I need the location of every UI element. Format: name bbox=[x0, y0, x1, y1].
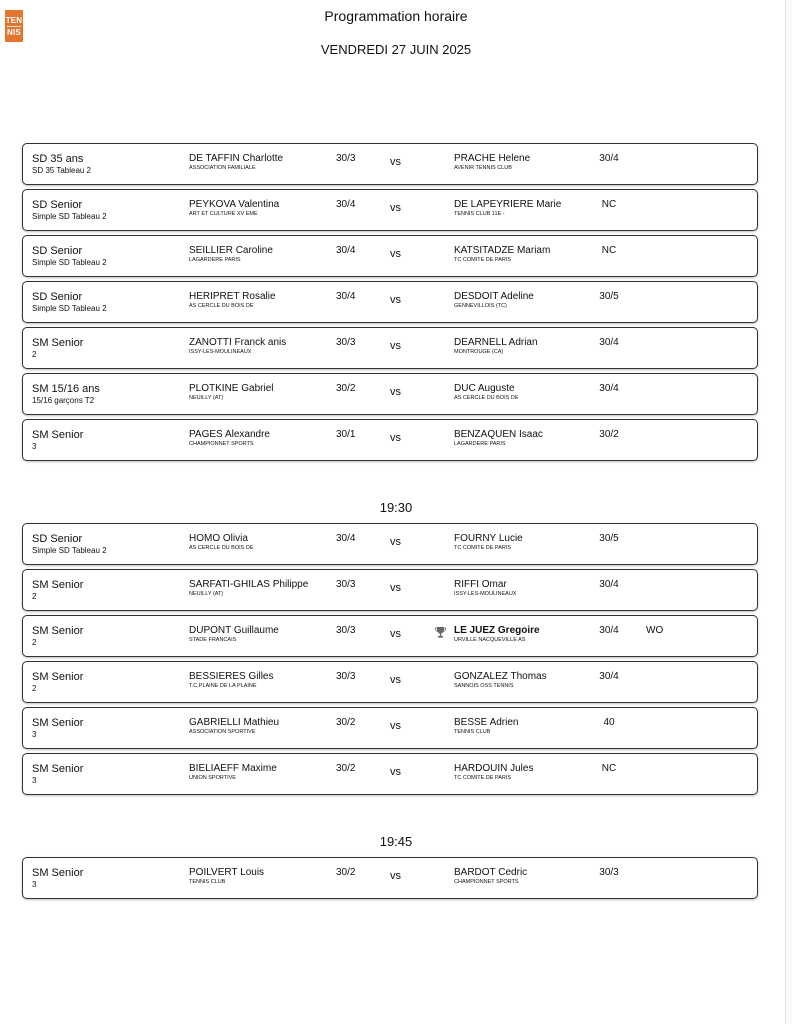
match-category: SD Senior bbox=[32, 245, 83, 257]
player-2-ranking: 30/4 bbox=[599, 383, 619, 394]
player-1-ranking: 30/4 bbox=[336, 291, 356, 302]
player-2-ranking: 30/3 bbox=[599, 867, 619, 878]
versus-label: vs bbox=[390, 248, 401, 260]
match-subcategory: 3 bbox=[32, 776, 37, 785]
player-1-ranking: 30/3 bbox=[336, 337, 356, 348]
versus-label: vs bbox=[390, 202, 401, 214]
player-1-name: DE TAFFIN Charlotte bbox=[189, 153, 284, 164]
player-1-ranking: 30/1 bbox=[336, 429, 356, 440]
player-1-ranking: 30/4 bbox=[336, 199, 356, 210]
player-1-name: ZANOTTI Franck anis bbox=[189, 337, 287, 348]
match-category: SD 35 ans bbox=[32, 153, 84, 165]
match-subcategory: Simple SD Tableau 2 bbox=[32, 258, 107, 267]
player-2-club: TENNIS CLUB 11E - bbox=[454, 211, 505, 217]
match-card bbox=[22, 143, 758, 185]
match-subcategory: 3 bbox=[32, 442, 37, 451]
player-1-club: STADE FRANCAIS bbox=[189, 637, 237, 643]
page-date: VENDREDI 27 JUIN 2025 bbox=[320, 42, 472, 57]
player-1-ranking: 30/2 bbox=[336, 717, 356, 728]
player-2-ranking: NC bbox=[601, 245, 617, 256]
match-card bbox=[22, 661, 758, 703]
match-subcategory: 2 bbox=[32, 684, 37, 693]
player-1-club: CHAMPIONNET SPORTS bbox=[189, 441, 254, 447]
player-2-ranking: 30/5 bbox=[599, 533, 619, 544]
player-1-club: NEUILLY (AT) bbox=[189, 395, 224, 401]
match-category: SM 15/16 ans bbox=[32, 383, 100, 395]
player-1-name: GABRIELLI Mathieu bbox=[189, 717, 280, 728]
player-2-club: SANNOIS OSS TENNIS bbox=[454, 683, 514, 689]
player-1-name: POILVERT Louis bbox=[189, 867, 265, 878]
player-2-name: BENZAQUEN Isaac bbox=[454, 429, 543, 440]
player-1-name: SEILLIER Caroline bbox=[189, 245, 273, 256]
logo-divider bbox=[7, 26, 21, 27]
player-2-club: LAGARDERE PARIS bbox=[454, 441, 506, 447]
versus-label: vs bbox=[390, 870, 401, 882]
player-2-ranking: 30/4 bbox=[599, 671, 619, 682]
player-1-club: ASSOCIATION SPORTIVE bbox=[189, 729, 256, 735]
match-card bbox=[22, 523, 758, 565]
match-category: SM Senior bbox=[32, 671, 84, 683]
match-card bbox=[22, 707, 758, 749]
match-card bbox=[22, 189, 758, 231]
player-2-club: URVILLE NACQUEVILLE AS bbox=[454, 637, 526, 643]
match-subcategory: Simple SD Tableau 2 bbox=[32, 304, 107, 313]
match-category: SM Senior bbox=[32, 867, 84, 879]
match-category: SM Senior bbox=[32, 717, 84, 729]
player-2-name: GONZALEZ Thomas bbox=[454, 671, 547, 682]
versus-label: vs bbox=[390, 720, 401, 732]
player-2-ranking: 30/5 bbox=[599, 291, 619, 302]
player-1-club: AS CERCLE DU BOIS DE bbox=[189, 545, 254, 551]
player-1-ranking: 30/3 bbox=[336, 153, 356, 164]
player-2-name: LE JUEZ Gregoire bbox=[454, 625, 540, 636]
player-2-name: PRACHE Helene bbox=[454, 153, 531, 164]
versus-label: vs bbox=[390, 294, 401, 306]
player-2-ranking: 30/4 bbox=[599, 579, 619, 590]
match-card bbox=[22, 753, 758, 795]
player-2-name: HARDOUIN Jules bbox=[454, 763, 534, 774]
player-1-club: NEUILLY (AT) bbox=[189, 591, 224, 597]
logo-line-1: TEN bbox=[5, 15, 23, 25]
player-2-club: CHAMPIONNET SPORTS bbox=[454, 879, 519, 885]
match-card bbox=[22, 615, 758, 657]
versus-label: vs bbox=[390, 340, 401, 352]
player-2-name: DE LAPEYRIERE Marie bbox=[454, 199, 562, 210]
match-category: SD Senior bbox=[32, 199, 83, 211]
player-1-club: UNION SPORTIVE bbox=[189, 775, 236, 781]
match-category: SM Senior bbox=[32, 625, 84, 637]
player-2-name: KATSITADZE Mariam bbox=[454, 245, 551, 256]
player-2-club: AS CERCLE DU BOIS DE bbox=[454, 395, 519, 401]
player-1-club: T.C.PLAINE DE LA PLAINE bbox=[189, 683, 257, 689]
match-card bbox=[22, 373, 758, 415]
player-1-name: PLOTKINE Gabriel bbox=[189, 383, 274, 394]
versus-label: vs bbox=[390, 766, 401, 778]
logo-line-2: NIS bbox=[7, 27, 21, 37]
match-category: SM Senior bbox=[32, 429, 84, 441]
match-card bbox=[22, 419, 758, 461]
player-1-club: LAGARDERE PARIS bbox=[189, 257, 241, 263]
player-2-name: BESSE Adrien bbox=[454, 717, 519, 728]
match-subcategory: 2 bbox=[32, 592, 37, 601]
versus-label: vs bbox=[390, 674, 401, 686]
page-title: Programmation horaire bbox=[324, 8, 468, 24]
player-1-club: TENNIS CLUB bbox=[189, 879, 226, 885]
player-2-club: MONTROUGE (CA) bbox=[454, 349, 504, 355]
match-subcategory: 3 bbox=[32, 880, 37, 889]
player-1-name: PEYKOVA Valentina bbox=[189, 199, 280, 210]
match-result: WO bbox=[646, 625, 664, 636]
match-card bbox=[22, 281, 758, 323]
player-1-club: ISSY-LES-MOULINEAUX bbox=[189, 349, 252, 355]
versus-label: vs bbox=[390, 156, 401, 168]
time-slot-header: 19:45 bbox=[379, 834, 413, 849]
versus-label: vs bbox=[390, 432, 401, 444]
player-1-name: DUPONT Guillaume bbox=[189, 625, 279, 636]
player-2-ranking: NC bbox=[601, 763, 617, 774]
player-1-ranking: 30/3 bbox=[336, 625, 356, 636]
player-1-ranking: 30/4 bbox=[336, 245, 356, 256]
player-1-name: SARFATI-GHILAS Philippe bbox=[189, 579, 309, 590]
player-2-club: TENNIS CLUB bbox=[454, 729, 491, 735]
versus-label: vs bbox=[390, 582, 401, 594]
match-category: SD Senior bbox=[32, 533, 83, 545]
player-1-name: HOMO Olivia bbox=[189, 533, 248, 544]
versus-label: vs bbox=[390, 536, 401, 548]
match-subcategory: 3 bbox=[32, 730, 37, 739]
time-slot-header: 19:30 bbox=[379, 500, 413, 515]
match-subcategory: 2 bbox=[32, 350, 37, 359]
player-2-club: TC COMITE DE PARIS bbox=[454, 775, 512, 781]
player-2-ranking: 30/4 bbox=[599, 153, 619, 164]
match-category: SM Senior bbox=[32, 763, 84, 775]
player-2-ranking: 40 bbox=[603, 717, 615, 728]
player-1-name: BESSIERES Gilles bbox=[189, 671, 274, 682]
player-2-name: RIFFI Omar bbox=[454, 579, 507, 590]
player-2-club: ISSY-LES-MOULINEAUX bbox=[454, 591, 517, 597]
player-2-ranking: 30/2 bbox=[599, 429, 619, 440]
player-2-club: GENNEVILLOIS (TC) bbox=[454, 303, 507, 309]
match-subcategory: Simple SD Tableau 2 bbox=[32, 546, 107, 555]
match-card bbox=[22, 569, 758, 611]
trophy-icon bbox=[435, 626, 446, 639]
match-subcategory: 15/16 garçons T2 bbox=[32, 396, 95, 405]
match-subcategory: Simple SD Tableau 2 bbox=[32, 212, 107, 221]
match-category: SM Senior bbox=[32, 579, 84, 591]
versus-label: vs bbox=[390, 628, 401, 640]
player-2-name: DUC Auguste bbox=[454, 383, 515, 394]
match-subcategory: SD 35 Tableau 2 bbox=[32, 166, 92, 175]
player-2-ranking: 30/4 bbox=[599, 337, 619, 348]
player-1-club: AS CERCLE DU BOIS DE bbox=[189, 303, 254, 309]
match-subcategory: 2 bbox=[32, 638, 37, 647]
match-card bbox=[22, 327, 758, 369]
player-2-ranking: 30/4 bbox=[599, 625, 619, 636]
player-1-ranking: 30/2 bbox=[336, 763, 356, 774]
player-2-name: DESDOIT Adeline bbox=[454, 291, 534, 302]
player-1-name: HERIPRET Rosalie bbox=[189, 291, 276, 302]
player-2-ranking: NC bbox=[601, 199, 617, 210]
match-category: SM Senior bbox=[32, 337, 84, 349]
player-1-name: PAGES Alexandre bbox=[189, 429, 270, 440]
player-2-name: FOURNY Lucie bbox=[454, 533, 523, 544]
player-2-club: TC COMITE DE PARIS bbox=[454, 545, 512, 551]
versus-label: vs bbox=[390, 386, 401, 398]
match-category: SD Senior bbox=[32, 291, 83, 303]
player-2-name: DEARNELL Adrian bbox=[454, 337, 538, 348]
player-1-club: ASSOCIATION FAMILIALE bbox=[189, 165, 256, 171]
player-2-club: TC COMITE DE PARIS bbox=[454, 257, 512, 263]
player-1-ranking: 30/4 bbox=[336, 533, 356, 544]
player-1-ranking: 30/2 bbox=[336, 383, 356, 394]
player-1-ranking: 30/3 bbox=[336, 671, 356, 682]
player-1-ranking: 30/3 bbox=[336, 579, 356, 590]
player-2-club: AVENIR TENNIS CLUB bbox=[454, 165, 512, 171]
player-1-club: ART ET CULTURE XV EME bbox=[189, 211, 258, 217]
player-1-name: BIELIAEFF Maxime bbox=[189, 763, 277, 774]
match-card bbox=[22, 857, 758, 899]
player-2-name: BARDOT Cedric bbox=[454, 867, 528, 878]
match-card bbox=[22, 235, 758, 277]
player-1-ranking: 30/2 bbox=[336, 867, 356, 878]
